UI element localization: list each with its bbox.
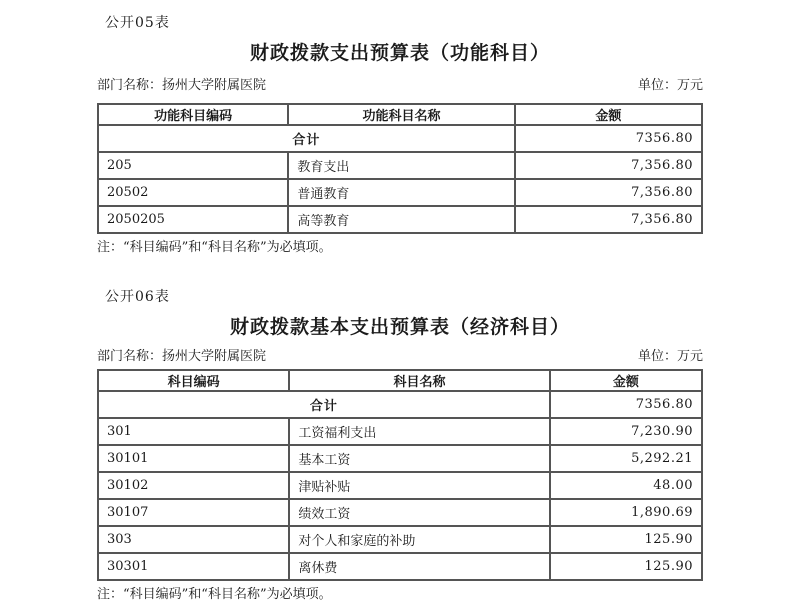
subject-amount: 7,356.80 [515, 206, 702, 233]
subject-name: 离休费 [289, 553, 549, 580]
subject-amount: 7,356.80 [515, 179, 702, 206]
subject-code: 20502 [98, 179, 288, 206]
table-row [98, 553, 702, 580]
subject-name: 绩效工资 [289, 499, 549, 526]
table-row [98, 179, 702, 206]
subject-code: 30107 [98, 499, 289, 526]
table-header-row [98, 370, 702, 391]
subject-code: 205 [98, 152, 288, 179]
column-header-name: 功能科目名称 [288, 104, 514, 125]
subject-name: 对个人和家庭的补助 [289, 526, 549, 553]
subject-amount: 48.00 [550, 472, 702, 499]
section-functional-budget [97, 14, 703, 257]
column-header-amount: 金额 [550, 370, 702, 391]
sheet-number-label: 公开06表 [105, 289, 170, 305]
table-footnote: 注：“科目编码”和“科目名称”为必填项。 [97, 240, 332, 255]
table-row [98, 472, 702, 499]
subject-amount: 5,292.21 [550, 445, 702, 472]
functional-budget-table [97, 103, 703, 234]
column-header-name: 科目名称 [289, 370, 549, 391]
subject-code: 301 [98, 418, 289, 445]
column-header-amount: 金额 [515, 104, 702, 125]
subject-amount: 7,356.80 [515, 152, 702, 179]
economic-budget-table [97, 369, 703, 581]
department-name: 部门名称：扬州大学附属医院 [97, 349, 267, 364]
subject-code: 30301 [98, 553, 289, 580]
table-title: 财政拨款支出预算表（功能科目） [249, 42, 550, 64]
column-header-code: 功能科目编码 [98, 104, 288, 125]
table-row [98, 206, 702, 233]
total-label: 合计 [98, 125, 515, 152]
unit-label: 单位：万元 [637, 78, 703, 93]
subject-name: 教育支出 [288, 152, 514, 179]
subject-code: 30101 [98, 445, 289, 472]
total-amount: 7356.80 [550, 391, 702, 418]
total-label: 合计 [98, 391, 550, 418]
total-row [98, 391, 702, 418]
table-row [98, 526, 702, 553]
subject-name: 津贴补贴 [289, 472, 549, 499]
subject-name: 基本工资 [289, 445, 549, 472]
department-name: 部门名称：扬州大学附属医院 [97, 78, 267, 93]
table-row [98, 499, 702, 526]
column-header-code: 科目编码 [98, 370, 289, 391]
subject-code: 2050205 [98, 206, 288, 233]
subject-amount: 1,890.69 [550, 499, 702, 526]
table-meta-row [97, 348, 703, 366]
subject-code: 303 [98, 526, 289, 553]
table-row [98, 418, 702, 445]
subject-amount: 125.90 [550, 553, 702, 580]
total-amount: 7356.80 [515, 125, 702, 152]
table-footnote: 注：“科目编码”和“科目名称”为必填项。 [97, 587, 332, 602]
table-header-row [98, 104, 702, 125]
sheet-number-label: 公开05表 [105, 15, 170, 31]
table-title: 财政拨款基本支出预算表（经济科目） [229, 316, 570, 338]
table-row [98, 152, 702, 179]
unit-label: 单位：万元 [637, 349, 703, 364]
subject-amount: 7,230.90 [550, 418, 702, 445]
subject-name: 普通教育 [288, 179, 514, 206]
subject-name: 高等教育 [288, 206, 514, 233]
table-row [98, 445, 702, 472]
subject-name: 工资福利支出 [289, 418, 549, 445]
document-content [97, 0, 703, 604]
subject-amount: 125.90 [550, 526, 702, 553]
section-economic-budget [97, 288, 703, 604]
table-meta-row [97, 77, 703, 95]
total-row [98, 125, 702, 152]
subject-code: 30102 [98, 472, 289, 499]
